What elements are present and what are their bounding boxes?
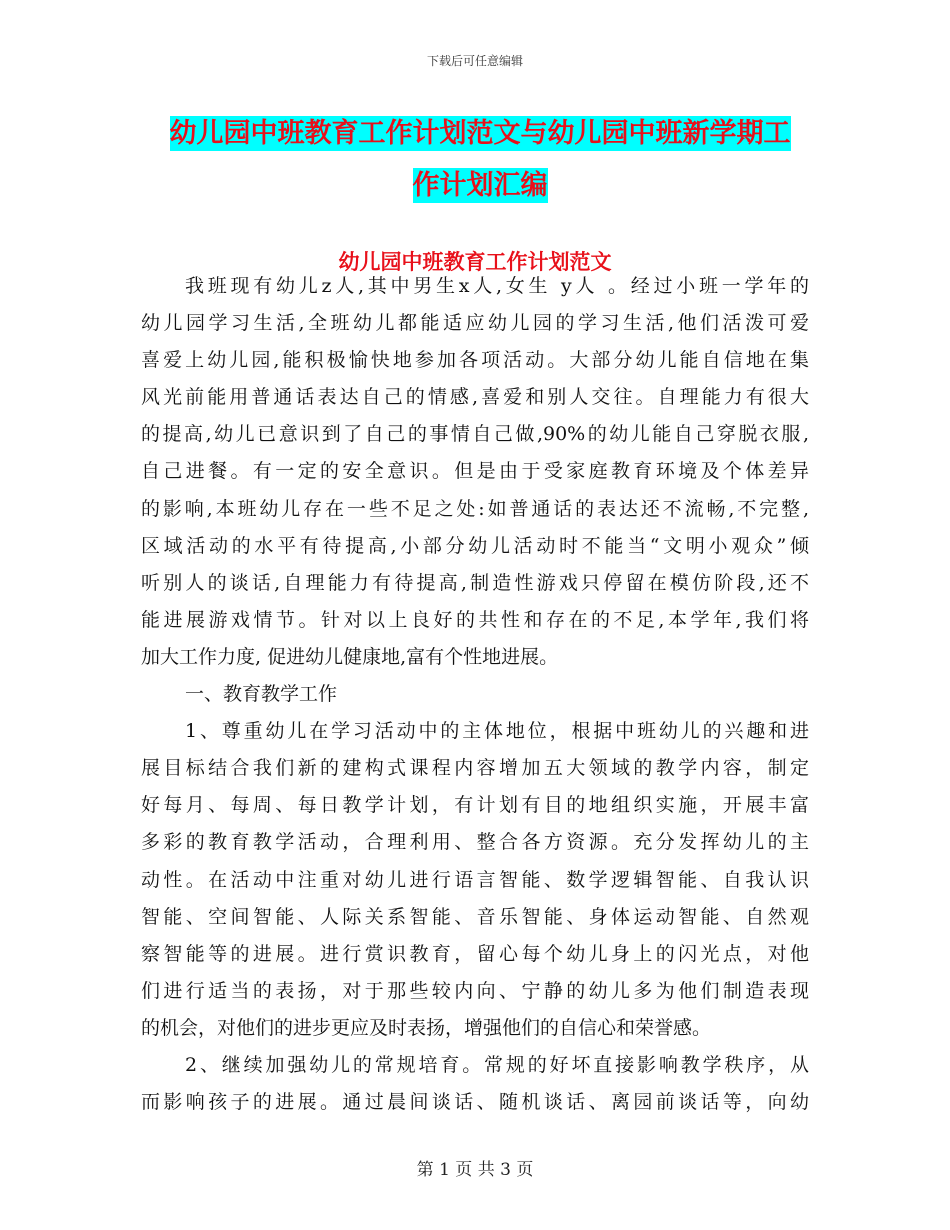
section-title: 幼儿园中班教育工作计划范文 xyxy=(338,250,612,274)
page-number-footer: 第 1 页 共 3 页 xyxy=(416,1160,534,1180)
paragraph-2-line: 好每月、每周、每日教学计划，有计划有目的地组织实施，开展丰富 xyxy=(141,794,809,817)
document-title xyxy=(140,108,820,212)
paragraph-1-line: 的影响,本班幼儿存在一些不足之处:如普通话的表达还不流畅,不完整, xyxy=(141,497,809,520)
paragraph-1-line: 区域活动的水平有待提高,小部分幼儿活动时不能当“文明小观众”倾 xyxy=(141,534,809,557)
paragraph-2-line: 们进行适当的表扬，对于那些较内向、宁静的幼儿多为他们制造表现 xyxy=(141,979,809,1002)
paragraph-1-line: 听别人的谈话,自理能力有待提高,制造性游戏只停留在模仿阶段,还不 xyxy=(141,571,809,594)
heading-education-work: 一、教育教学工作 xyxy=(185,683,338,706)
paragraph-2-line: 的机会，对他们的进步更应及时表扬，增强他们的自信心和荣誉感。 xyxy=(141,1016,712,1039)
paragraph-1-line: 我班现有幼儿z人,其中男生x人,女生 y人 。经过小班一学年的 xyxy=(185,275,809,297)
paragraph-1-line: 的提高,幼儿已意识到了自己的事情自己做,90%的幼儿能自己穿脱衣服, xyxy=(141,423,809,446)
paragraph-1-line: 幼儿园学习生活,全班幼儿都能适应幼儿园的学习生活,他们活泼可爱 xyxy=(141,312,809,335)
title-highlight-2: 作计划汇编 xyxy=(412,170,548,201)
paragraph-1-line: 能进展游戏情节。针对以上良好的共性和存在的不足,本学年,我们将 xyxy=(141,608,809,631)
paragraph-3-line: 2、继续加强幼儿的常规培育。常规的好坏直接影响教学秩序，从 xyxy=(185,1053,809,1076)
document-body xyxy=(141,268,809,1121)
paragraph-2-line: 多彩的教育教学活动，合理利用、整合各方资源。充分发挥幼儿的主 xyxy=(141,831,809,854)
paragraph-3-line: 而影响孩子的进展。通过晨间谈话、随机谈话、离园前谈话等，向幼 xyxy=(141,1091,809,1114)
paragraph-2-line: 展目标结合我们新的建构式课程内容增加五大领域的教学内容，制定 xyxy=(141,757,809,780)
paragraph-2-line: 1、尊重幼儿在学习活动中的主体地位，根据中班幼儿的兴趣和进 xyxy=(185,720,809,743)
paragraph-1-line: 风光前能用普通话表达自己的情感,喜爱和别人交往。自理能力有很大 xyxy=(141,386,809,409)
paragraph-2-line: 智能、空间智能、人际关系智能、音乐智能、身体运动智能、自然观 xyxy=(141,905,809,928)
page-header-note: 下载后可任意编辑 xyxy=(426,54,523,68)
paragraph-2-line: 察智能等的进展。进行赏识教育，留心每个幼儿身上的闪光点，对他 xyxy=(141,942,809,965)
paragraph-1-line: 喜爱上幼儿园,能积极愉快地参加各项活动。大部分幼儿能自信地在集 xyxy=(141,349,809,372)
title-line-2 xyxy=(140,160,820,212)
paragraph-2-line: 动性。在活动中注重对幼儿进行语言智能、数学逻辑智能、自我认识 xyxy=(141,868,809,891)
title-line-1 xyxy=(140,108,820,160)
paragraph-1-line: 自己进餐。有一定的安全意识。但是由于受家庭教育环境及个体差异 xyxy=(141,460,809,483)
title-highlight-1: 幼儿园中班教育工作计划范文与幼儿园中班新学期工 xyxy=(169,118,791,149)
paragraph-1-line: 加大工作力度, 促进幼儿健康地,富有个性地进展。 xyxy=(141,645,559,668)
